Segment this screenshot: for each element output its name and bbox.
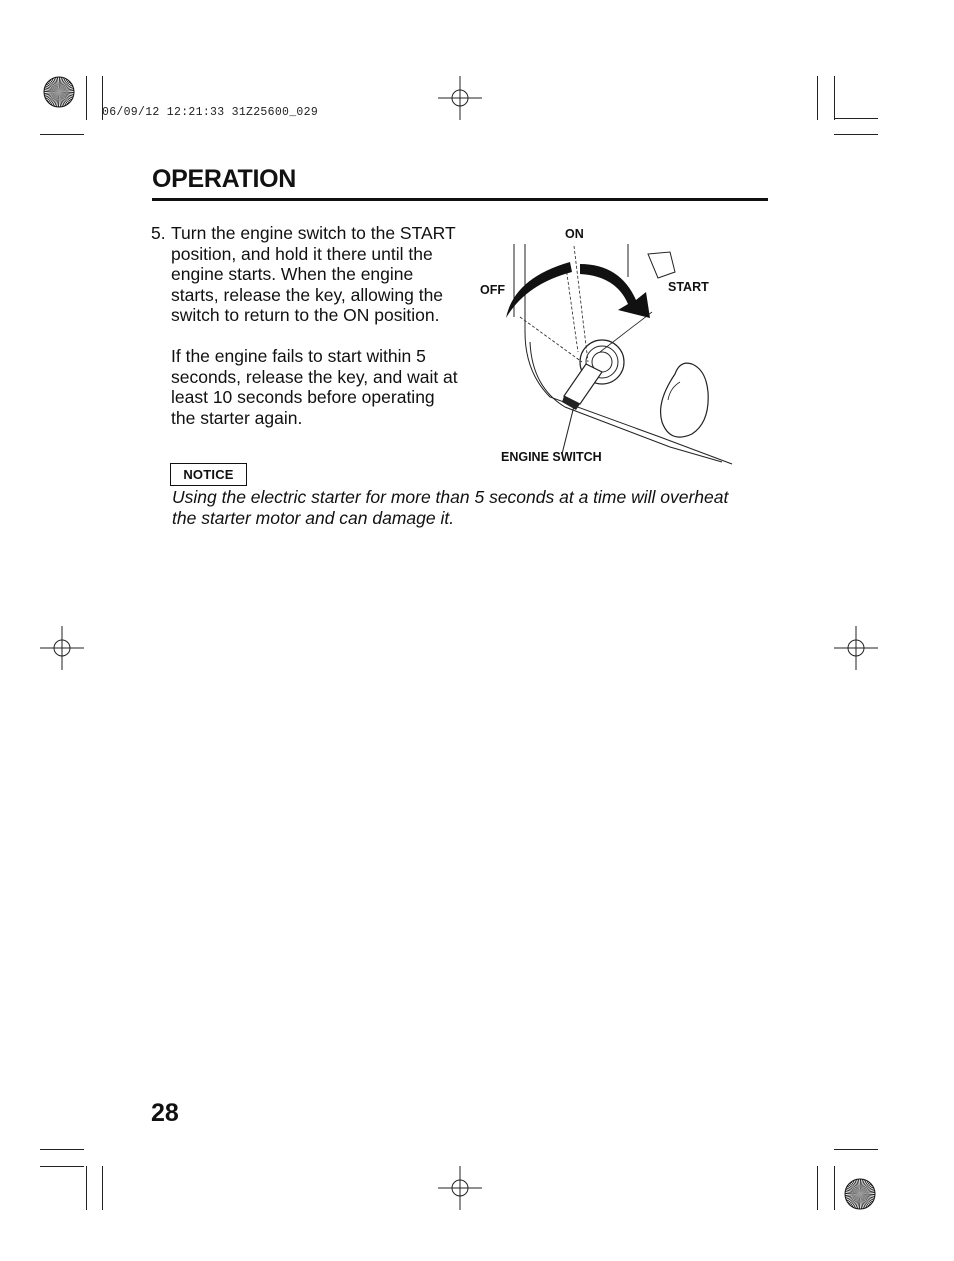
engine-switch-illustration (470, 222, 750, 472)
section-title: OPERATION (152, 165, 297, 193)
registration-target-icon (834, 626, 878, 670)
print-stamp: 06/09/12 12:21:33 31Z25600_029 (102, 106, 319, 119)
step-number: 5. (151, 223, 166, 243)
label-off: OFF (480, 283, 505, 297)
label-engine-switch: ENGINE SWITCH (501, 450, 602, 464)
starburst-registration-icon (844, 1178, 876, 1210)
notice-label: NOTICE (170, 463, 247, 486)
registration-target-icon (40, 626, 84, 670)
step-paragraph: Turn the engine switch to the START position, and hold it there until the engine starts. When the engine starts, release the key, allowing the switch to return to the ON position. (171, 223, 456, 325)
starburst-registration-icon (43, 76, 75, 108)
step-paragraph: If the engine fails to start within 5 seconds, release the key, and wait at least 10 seconds before operating the starter again. (171, 346, 458, 428)
label-on: ON (565, 227, 584, 241)
engine-switch-diagram (470, 222, 750, 472)
registration-target-icon (438, 1166, 482, 1210)
label-start: START (668, 280, 709, 294)
title-divider (152, 198, 768, 201)
page-number: 28 (151, 1099, 179, 1127)
notice-text: Using the electric starter for more than 5 seconds at a time will overheat the starter motor and can damage it. (172, 487, 729, 528)
step-text (171, 223, 463, 428)
registration-target-icon (438, 76, 482, 120)
